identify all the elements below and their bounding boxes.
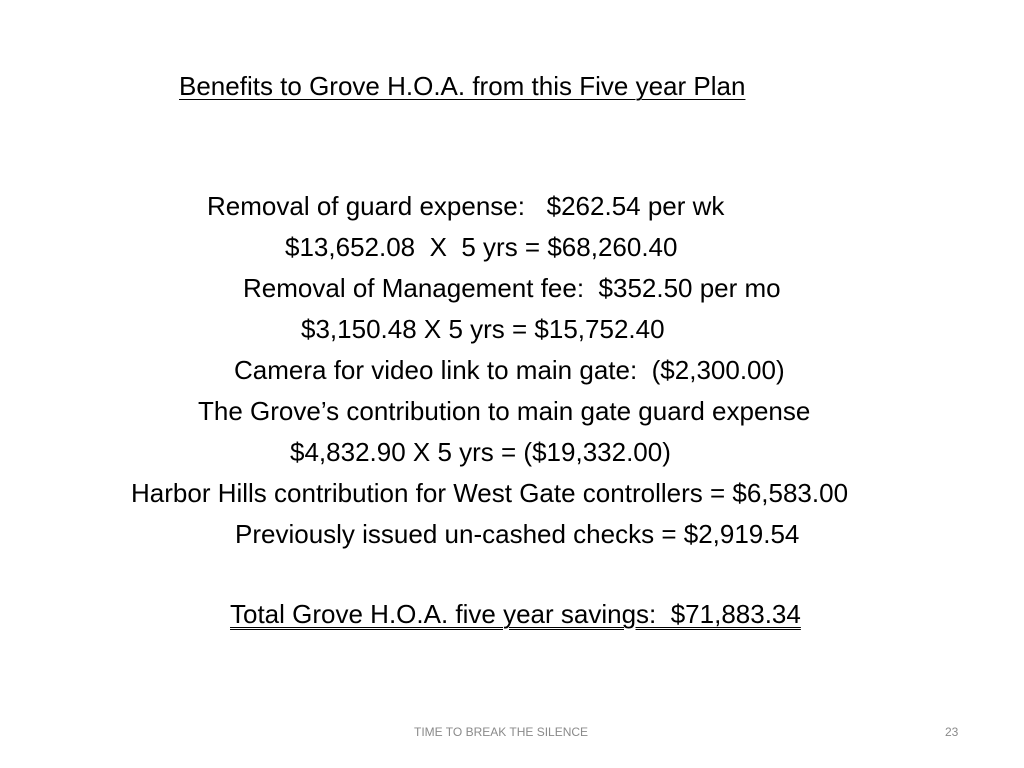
guard-expense-total-line: $13,652.08 X 5 yrs = $68,260.40 (285, 232, 678, 262)
slide-title: Benefits to Grove H.O.A. from this Five year Plan (179, 71, 746, 101)
west-gate-controllers-line: Harbor Hills contribution for West Gate controllers = $6,583.00 (131, 478, 849, 508)
guard-expense-line: Removal of guard expense: $262.54 per wk (207, 191, 725, 221)
uncashed-checks-line: Previously issued un-cashed checks = $2,919.54 (235, 519, 800, 549)
main-gate-contribution-total-line: $4,832.90 X 5 yrs = ($19,332.00) (290, 437, 671, 467)
main-gate-contribution-line: The Grove’s contribution to main gate guard expense (198, 396, 811, 426)
management-fee-line: Removal of Management fee: $352.50 per mo (243, 273, 781, 303)
page-number: 23 (945, 725, 959, 739)
camera-cost-line: Camera for video link to main gate: ($2,300.00) (234, 355, 785, 385)
management-fee-total-line: $3,150.48 X 5 yrs = $15,752.40 (301, 314, 665, 344)
total-savings-line: Total Grove H.O.A. five year savings: $71,883.34 (230, 599, 801, 629)
footer-label: TIME TO BREAK THE SILENCE (414, 725, 589, 739)
